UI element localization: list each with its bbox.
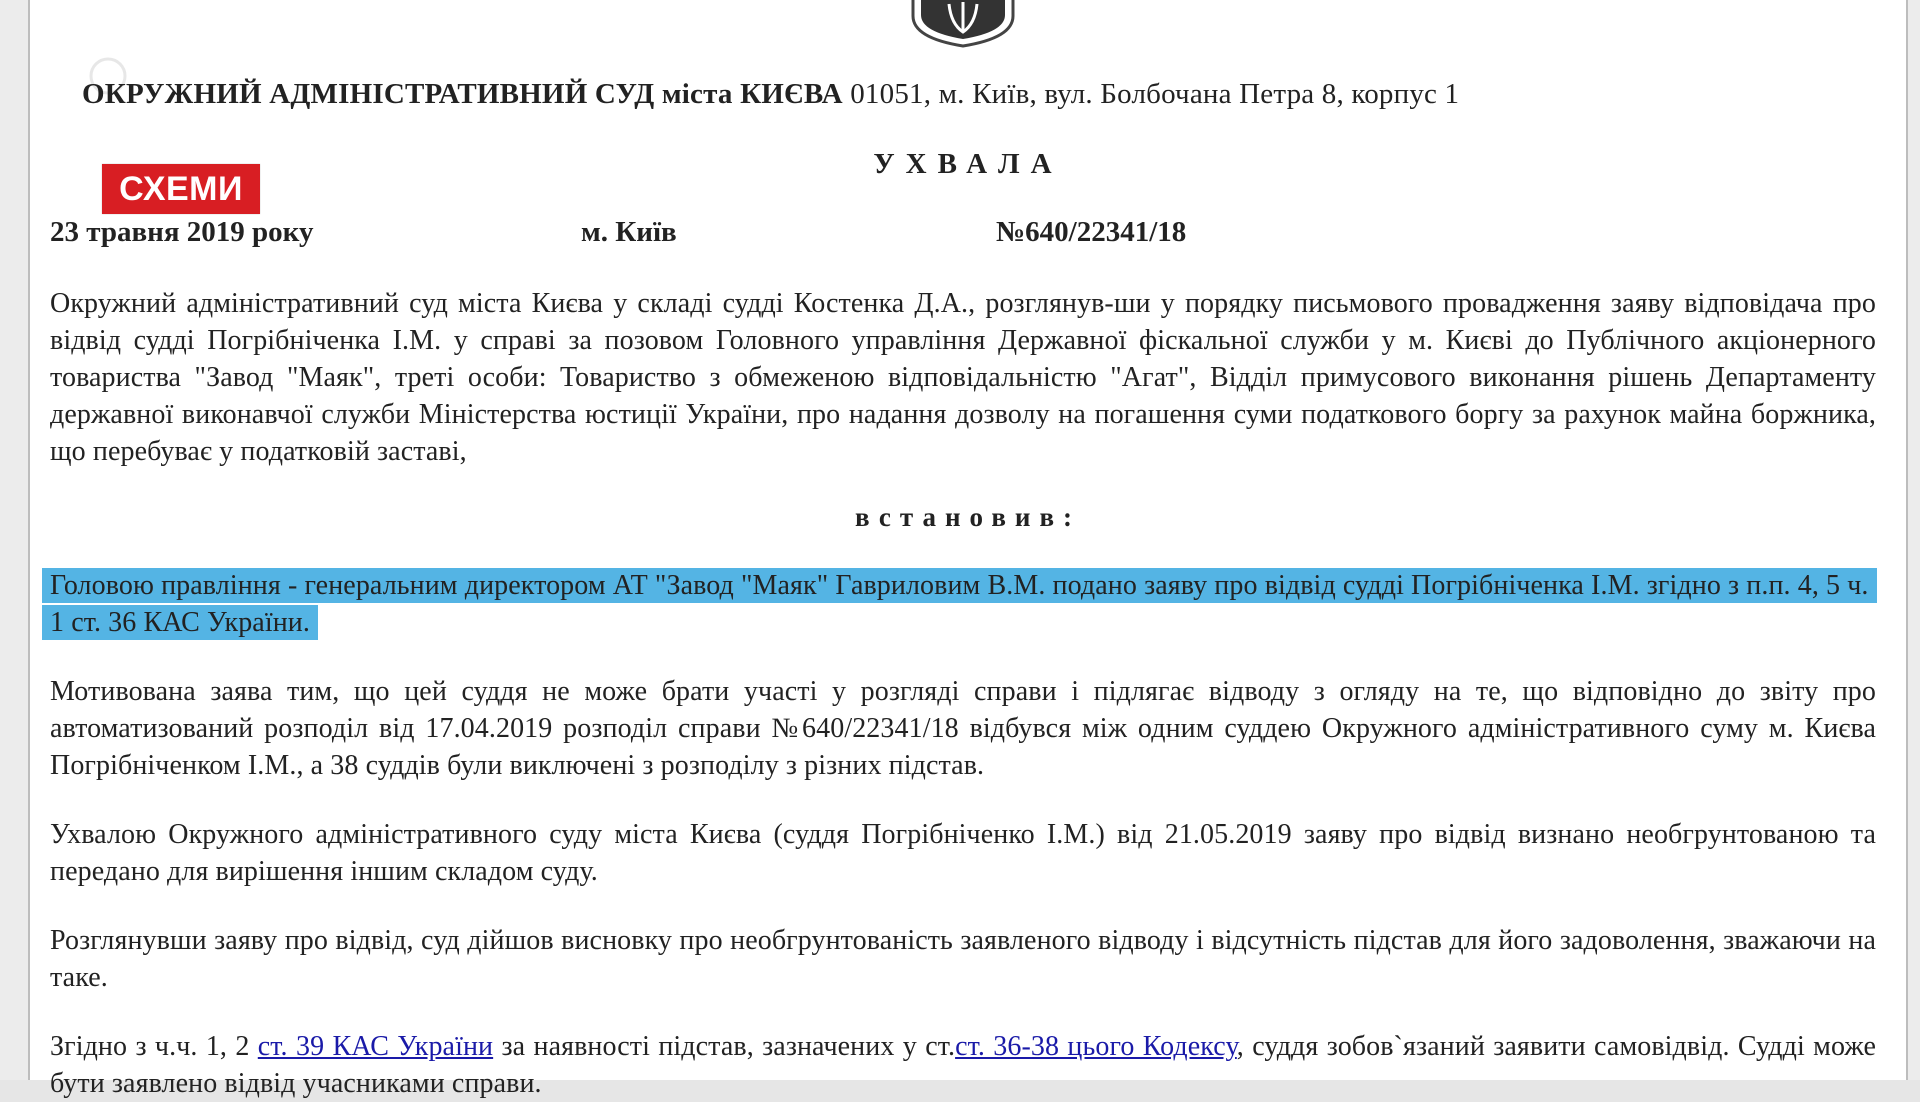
court-city-name: КИЄВА	[740, 78, 843, 110]
court-address: 01051, м. Київ, вул. Болбочана Петра 8, корпус 1	[850, 78, 1460, 110]
kas-article-39-link[interactable]: ст. 39 КАС України	[257, 1031, 494, 1062]
legal-basis-start: Згідно з ч.ч. 1, 2	[50, 1031, 250, 1062]
case-number: №640/22341/18	[996, 216, 1187, 248]
paragraph-intro: Окружний адміністративний суд міста Києва у складі судді Костенка Д.А., розглянув-ши у порядку письмового провадження заяву відповідача про відвід судді Погрібніченка І.М. у справі за позовом Головного управління Державної фіскальної служби у м. Києві до Публічного акціонерного товариства "Завод "Маяк", треті особи: Товариство з обмеженою відповідальністю "Агат", Відділ примусового виконання рішень Департаменту державної виконавчої служби Міністерства юстиції України, про надання дозволу на погашення суми податкового боргу за рахунок майна боржника, що перебуває у податковій заставі,	[50, 288, 1876, 467]
code-articles-36-38-link[interactable]: ст. 36-38 цього Кодексу	[955, 1031, 1237, 1062]
court-name: ОКРУЖНИЙ АДМІНІСТРАТИВНИЙ СУД	[82, 78, 655, 110]
coat-of-arms-icon	[905, 0, 1021, 48]
legal-basis-middle: за наявності підстав, зазначених у ст.	[501, 1031, 956, 1062]
paragraph-ruling: Ухвалою Окружного адміністративного суду міста Києва (суддя Погрібніченко І.М.) від 21.05.2019 заяву про відвід визнано необгрунтованою та передано для вирішення іншим складом суду.	[50, 819, 1876, 887]
document-page	[28, 0, 1908, 1099]
paragraph-motivation: Мотивована заява тим, що цей суддя не може брати участі у розгляді справи і підлягає відводу з огляду на те, що відповідно до звіту про автоматизований розподіл від 17.04.2019 розподіл справи №640/22341/18 відбувся між одним суддею Окружного адміністративного суму м. Києва Погрібніченком І.М., а 38 суддів були виключені з розподілу з різних підстав.	[50, 676, 1876, 781]
section-heading: встановив:	[854, 502, 1082, 532]
court-city-word: міста	[661, 78, 733, 110]
paragraph-legal-basis	[50, 1028, 1876, 1102]
court-header	[82, 78, 1459, 111]
paragraph-highlighted[interactable]	[50, 567, 1876, 641]
document-date: 23 травня 2019 року	[50, 216, 314, 248]
legal-basis-end: , суддя зобов`язаний заявити самовідвід. Судді може бути заявлено відвід учасниками справи.	[50, 1031, 1877, 1099]
document-city: м. Київ	[581, 216, 677, 248]
highlighted-selection[interactable]: Головою правління - генеральним директором АТ "Завод "Маяк" Гавриловим В.М. подано заяву про відвід судді Погрібніченка І.М. згідно з п.п. 4, 5 ч. 1 ст. 36 КАС України.	[42, 568, 1877, 640]
document-title: УХВАЛА	[873, 148, 1063, 180]
schemes-badge: СХЕМИ	[102, 164, 260, 214]
paragraph-conclusion: Розглянувши заяву про відвід, суд дійшов висновку про необгрунтованість заявленого відводу і відсутність підстав для його задоволення, зважаючи на таке.	[50, 925, 1876, 993]
